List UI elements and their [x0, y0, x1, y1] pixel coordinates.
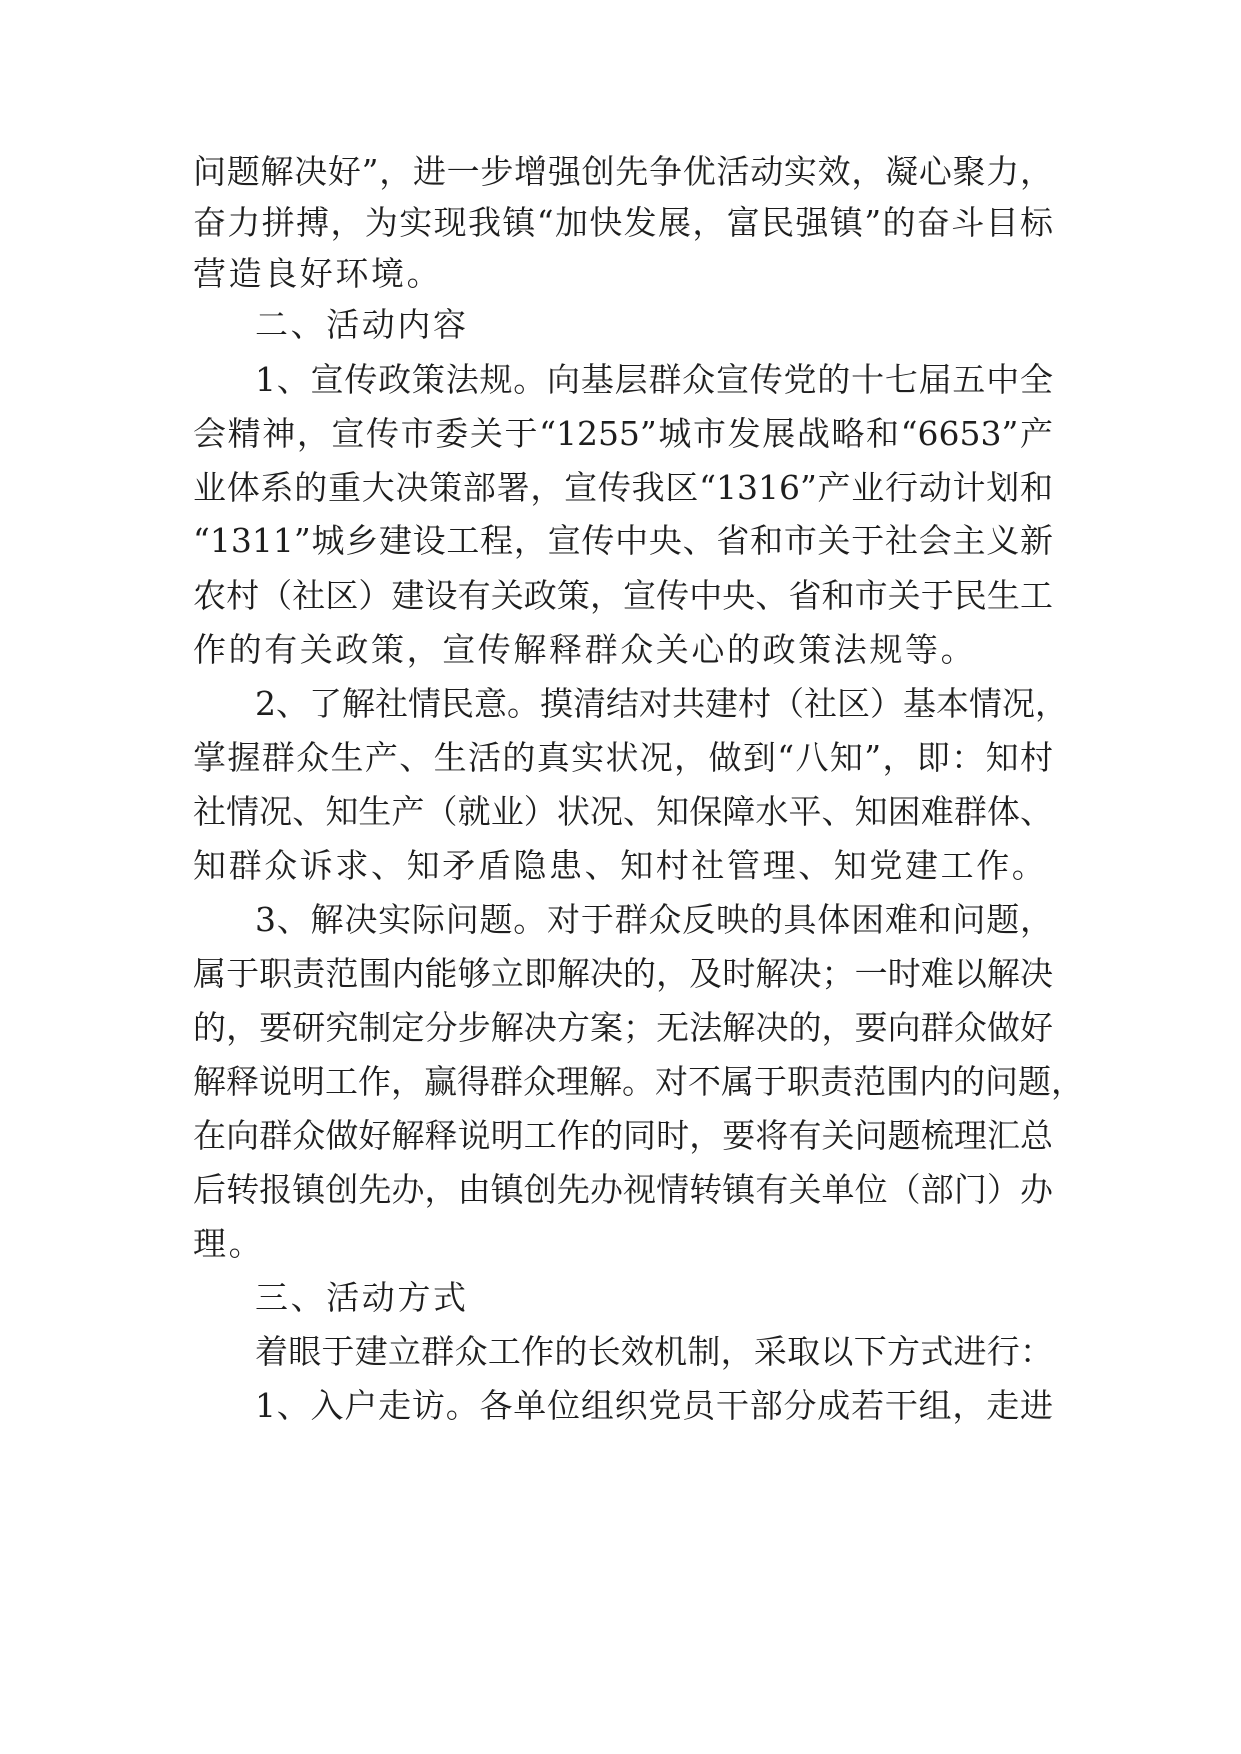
text-line: 营造良好环境。: [193, 254, 443, 293]
text-line: 着眼于建立群众工作的长效机制，采取以下方式进行：: [255, 1332, 1053, 1371]
text-line: 1、入户走访。各单位组织党员干部分成若干组，走进: [255, 1386, 1053, 1425]
text-line: 理。: [193, 1224, 265, 1263]
text-line: 奋力拼搏，为实现我镇“加快发展，富民强镇”的奋斗目标: [193, 203, 1053, 242]
text-line: 解释说明工作，赢得群众理解。对不属于职责范围内的问题，: [193, 1062, 1084, 1101]
text-line: 知群众诉求、知矛盾隐患、知村社管理、知党建工作。: [193, 846, 1048, 885]
text-line: 后转报镇创先办，由镇创先办视情转镇有关单位（部门）办: [193, 1170, 1053, 1209]
text-line: 作的有关政策，宣传解释群众关心的政策法规等。: [193, 630, 977, 669]
text-line: 1、宣传政策法规。向基层群众宣传党的十七届五中全: [255, 360, 1053, 399]
text-line: 问题解决好”，进一步增强创先争优活动实效，凝心聚力，: [193, 152, 1053, 191]
text-line: 2、了解社情民意。摸清结对共建村（社区）基本情况，: [255, 684, 1068, 723]
text-line: 掌握群众生产、生活的真实状况，做到“八知”，即：知村: [193, 738, 1053, 777]
text-line: 的，要研究制定分步解决方案；无法解决的，要向群众做好: [193, 1008, 1053, 1047]
text-line: “1311”城乡建设工程，宣传中央、省和市关于社会主义新: [193, 521, 1053, 560]
text-line: 在向群众做好解释说明工作的同时，要将有关问题梳理汇总: [193, 1116, 1053, 1155]
section-heading: 三、活动方式: [255, 1278, 469, 1317]
section-heading: 二、活动内容: [255, 305, 469, 344]
text-line: 社情况、知生产（就业）状况、知保障水平、知困难群体、: [193, 792, 1053, 831]
text-line: 业体系的重大决策部署，宣传我区“1316”产业行动计划和: [193, 468, 1053, 507]
text-line: 属于职责范围内能够立即解决的，及时解决；一时难以解决: [193, 954, 1053, 993]
text-line: 会精神，宣传市委关于“1255”城市发展战略和“6653”产: [193, 414, 1053, 453]
text-line: 3、解决实际问题。对于群众反映的具体困难和问题，: [255, 900, 1053, 939]
text-line: 农村（社区）建设有关政策，宣传中央、省和市关于民生工: [193, 576, 1053, 615]
